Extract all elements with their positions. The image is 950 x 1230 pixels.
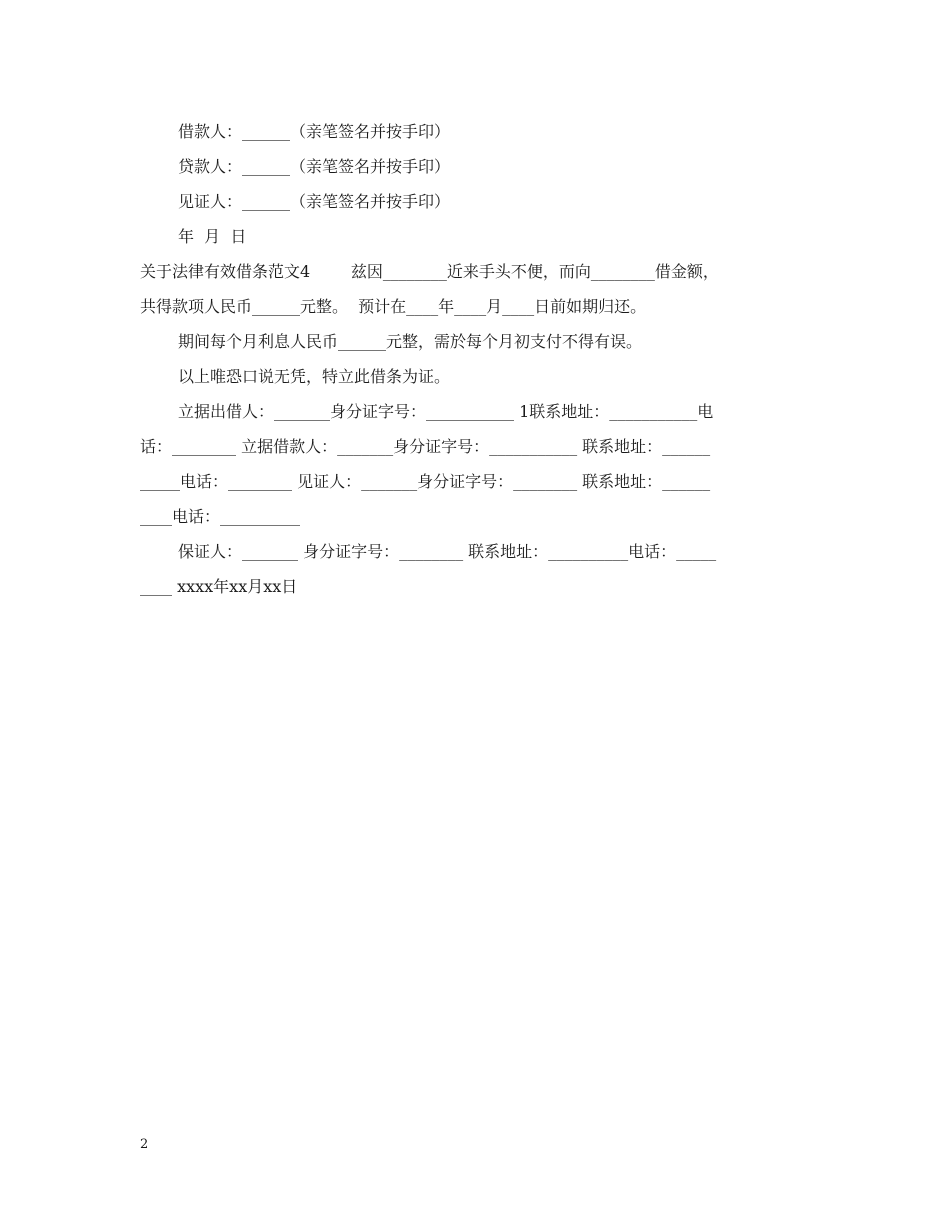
lender-info-line: 立据出借人：_______身分证字号：___________ 1联系地址：___________电 [178, 402, 714, 421]
document-body [140, 114, 812, 604]
witness-info-line: _____电话：________ 见证人：_______身分证字号：________ 联系地址：______ [140, 472, 711, 491]
lender-signature-line: 贷款人：______（亲笔签名并按手印） [178, 157, 451, 176]
page-number: 2 [140, 1137, 149, 1152]
witness-phone-line: ____电话：__________ [140, 507, 301, 526]
guarantor-info-line: 保证人：_______ 身分证字号：________ 联系地址：__________电话：_____ [178, 542, 717, 561]
loan-amount-line: 共得款项人民币______元整。 预计在____年____月____日前如期归还。 [140, 297, 647, 316]
section-heading-line: 关于法律有效借条范文4 兹因________近来手头不便，而向________借金额， [140, 262, 719, 281]
closing-date-line: ____ xxxx年xx月xx日 [140, 577, 298, 596]
interest-line: 期间每个月利息人民币______元整，需於每个月初支付不得有误。 [178, 332, 643, 351]
date-line: 年 月 日 [178, 227, 247, 246]
proof-statement-line: 以上唯恐口说无凭，特立此借条为证。 [178, 367, 451, 386]
borrower-info-line: 话：________ 立据借款人：_______身分证字号：___________ 联系地址：______ [140, 437, 711, 456]
borrower-signature-line: 借款人：______（亲笔签名并按手印） [178, 122, 451, 141]
witness-signature-line: 见证人：______（亲笔签名并按手印） [178, 192, 451, 211]
